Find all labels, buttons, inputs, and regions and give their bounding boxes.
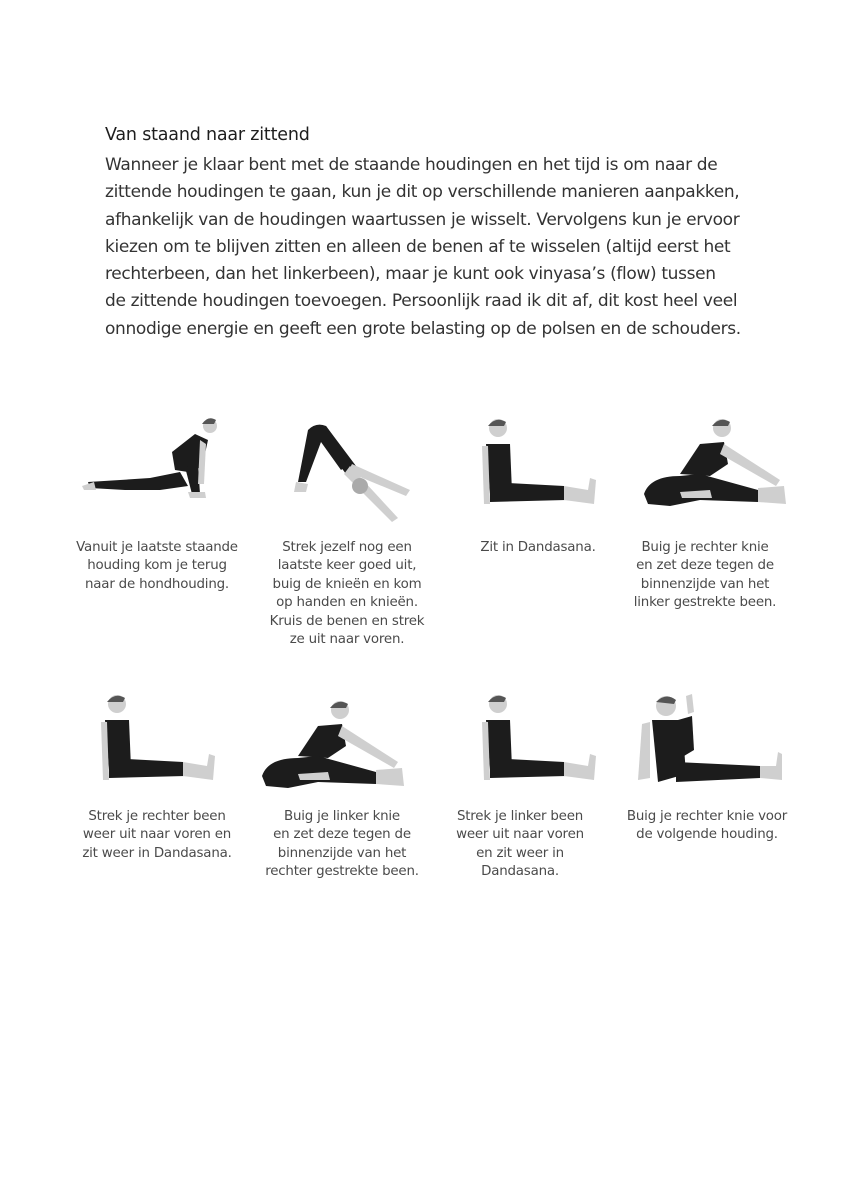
paragraph-line: Wanneer je klaar bent met de staande houdingen en het tijd is om naar de	[105, 155, 718, 175]
paragraph-line: afhankelijk van de houdingen waartussen je wisselt. Vervolgens kun je ervoor	[105, 209, 740, 230]
paragraph-line: kiezen om te blijven zitten en alleen de benen af te wisselen (altijd eerst het	[105, 236, 731, 257]
section-heading: Van staand naar zittend	[105, 125, 310, 145]
intro-paragraph	[105, 152, 765, 343]
dandasana-photo	[476, 414, 601, 512]
downward-dog-photo	[286, 422, 416, 532]
pose-caption: Strek je linker been weer uit naar voren en zit weer in Dandasana.	[456, 809, 584, 880]
low-lunge-photo	[80, 412, 250, 502]
paragraph-line: rechterbeen, dan het linkerbeen), maar je kunt ook vinyasa’s (flow) tussen	[105, 264, 716, 285]
head-to-knee-right-photo	[258, 696, 408, 791]
pose-caption: Zit in Dandasana.	[480, 540, 596, 555]
paragraph-line: zittende houdingen te gaan, kun je dit op verschillende manieren aanpakken,	[105, 182, 740, 203]
pose-caption: Buig je rechter knie voor de volgende houding.	[626, 809, 788, 843]
seated-twist-photo	[636, 690, 786, 790]
pose-caption: Strek jezelf nog een laatste keer goed uit, buig de knieën en kom op handen en knieën. Kruis de benen en strek ze uit naar voren.	[269, 540, 425, 648]
head-to-knee-left-photo	[640, 414, 790, 509]
paragraph-line: de zittende houdingen toevoegen. Persoonlijk raad ik dit af, dit kost heel veel	[105, 291, 738, 312]
pose-caption: Vanuit je laatste staande houding kom je terug naar de hondhouding.	[76, 540, 238, 592]
pose-caption: Buig je rechter knie en zet deze tegen de binnenzijde van het linker gestrekte been.	[633, 540, 777, 611]
dandasana-photo	[95, 690, 220, 788]
pose-caption: Strek je rechter been weer uit naar voren en zit weer in Dandasana.	[82, 809, 232, 861]
paragraph-line: onnodige energie en geeft een grote belasting op de polsen en de schouders.	[105, 318, 741, 339]
dandasana-photo	[476, 690, 601, 788]
pose-caption: Buig je linker knie en zet deze tegen de binnenzijde van het rechter gestrekte been.	[265, 809, 419, 880]
